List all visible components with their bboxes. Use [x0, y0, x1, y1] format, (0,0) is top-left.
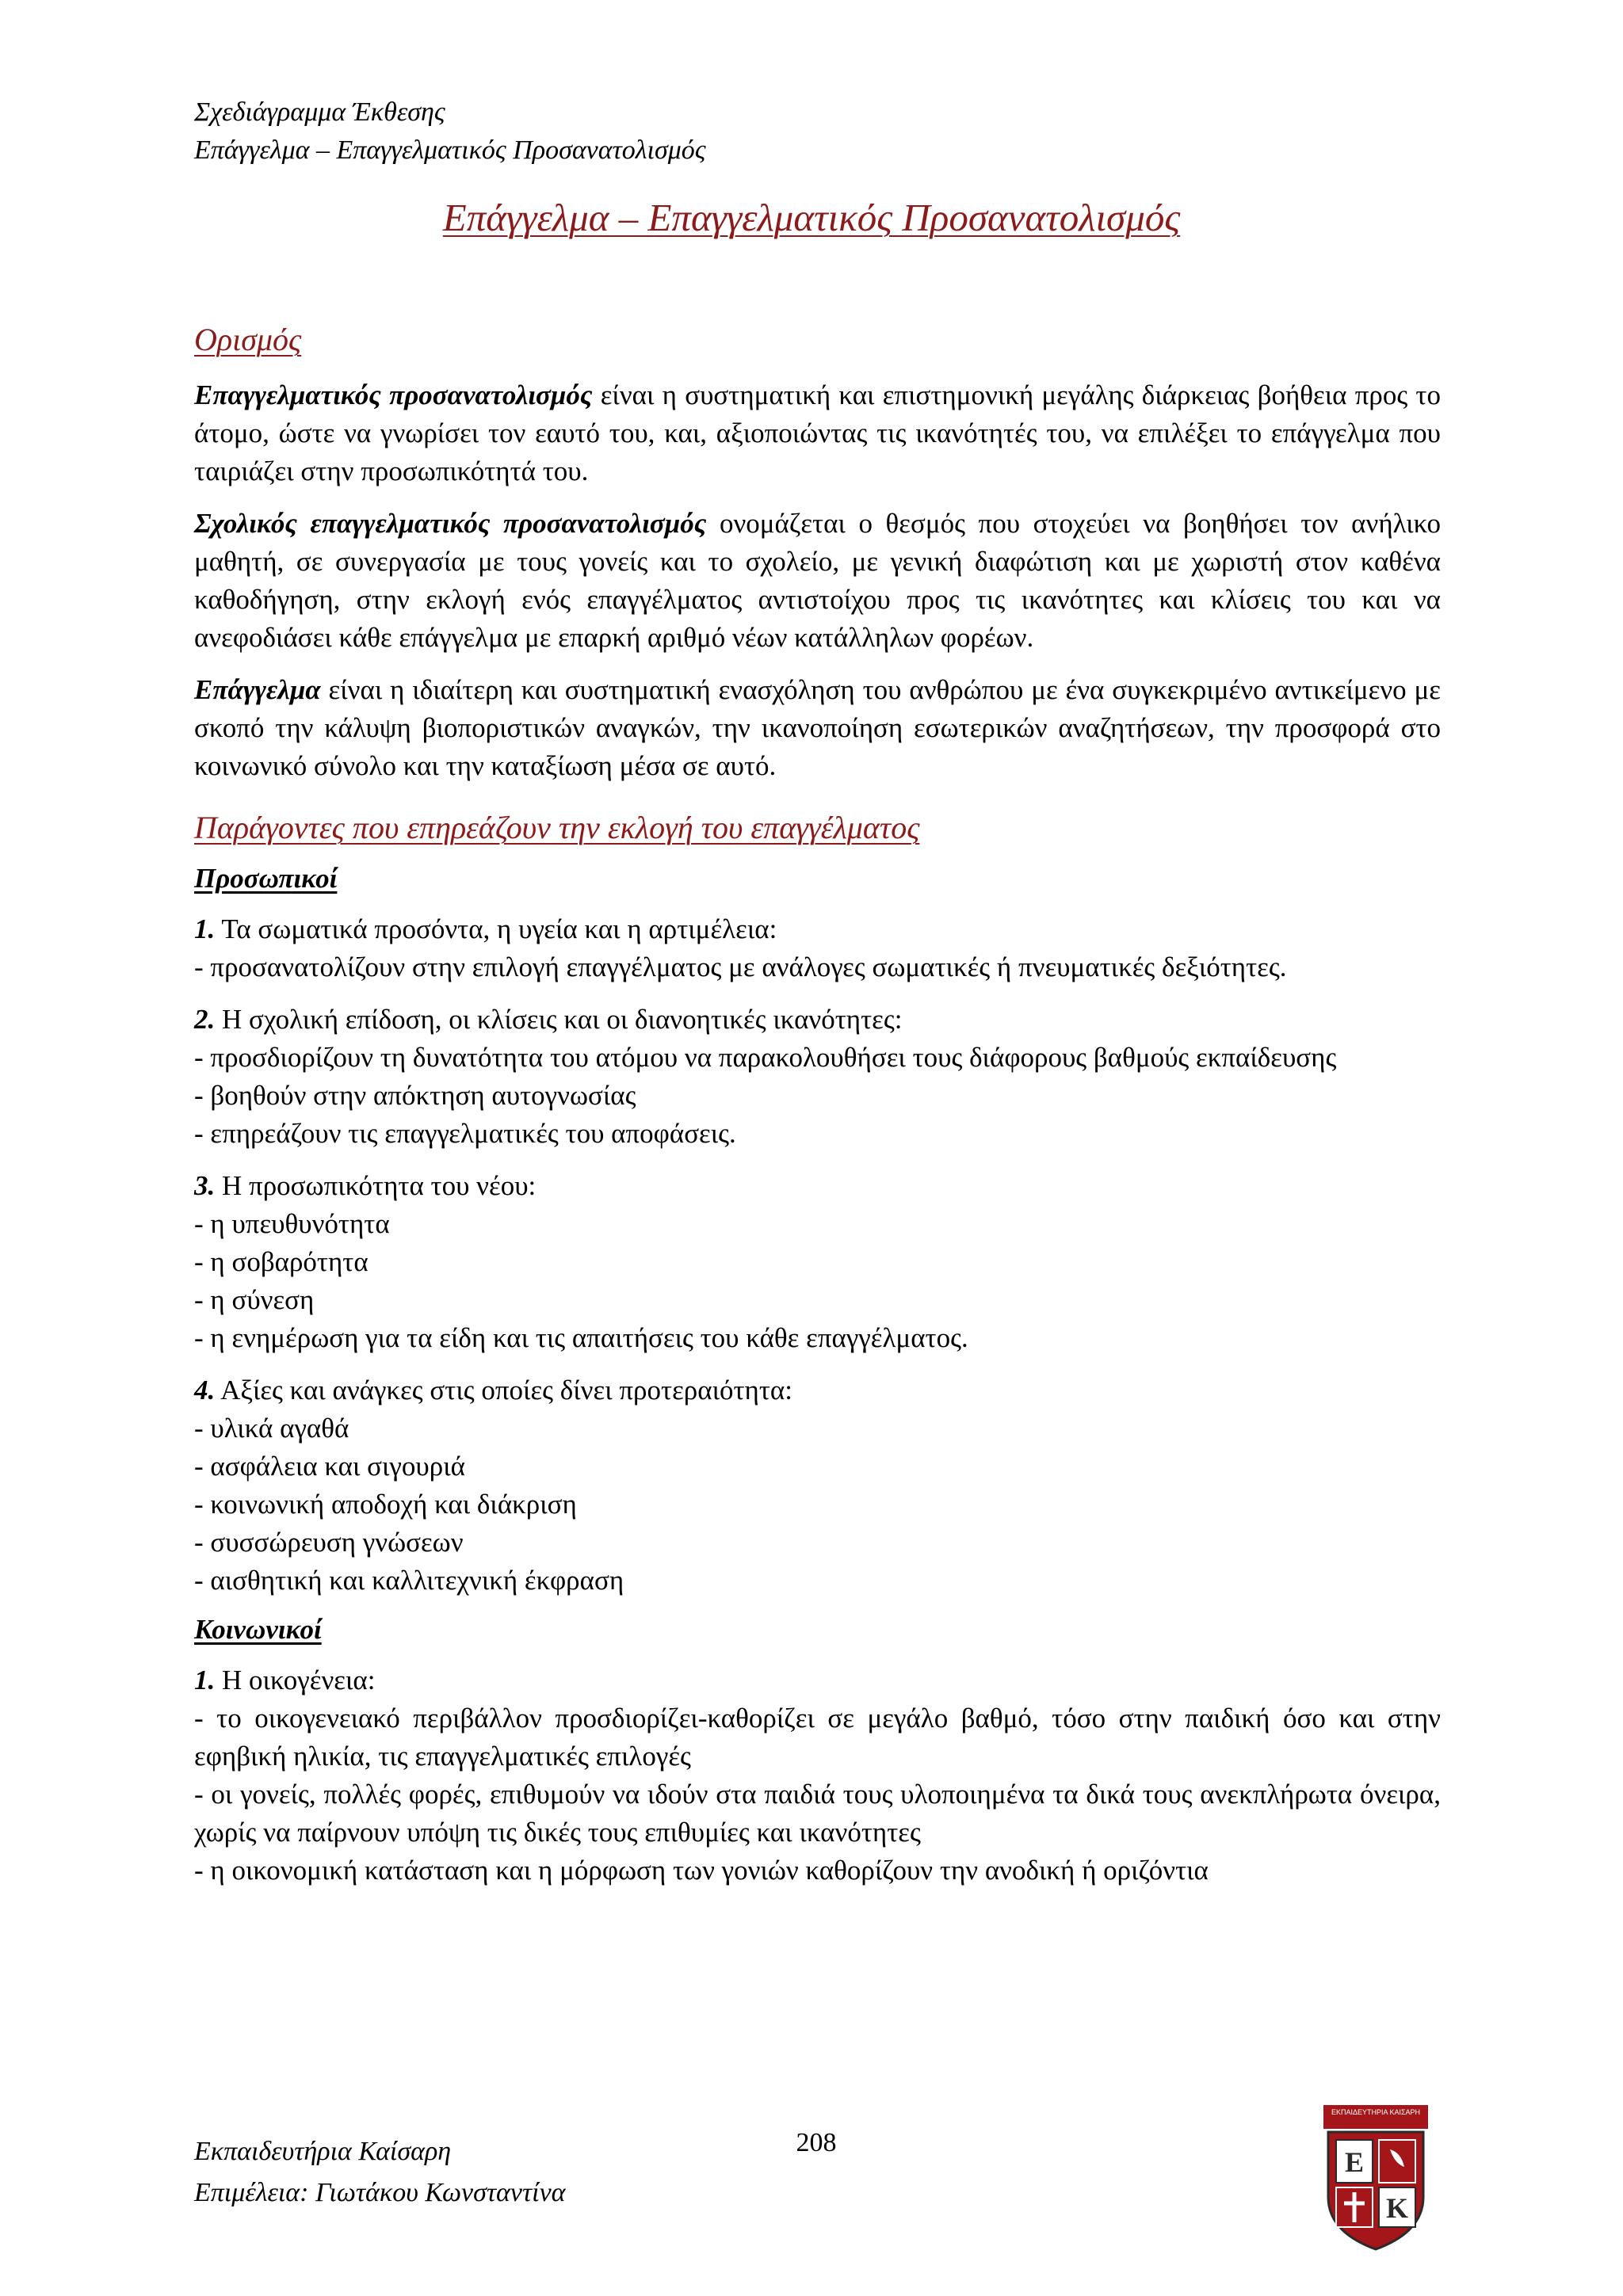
- header-line-2: Επάγγελμα – Επαγγελματικός Προσανατολισμός: [194, 135, 706, 165]
- factor-point: - οι γονείς, πολλές φορές, επιθυμούν να ιδούν στα παιδιά τους υλοποιημένα τα δικά τους ανεκπλήρωτα όνειρα, χωρίς να παίρνουν υπόψη τις δικές τους επιθυμίες και ικανότητες: [194, 1779, 1441, 1848]
- logo-letter-right: Κ: [1385, 2192, 1409, 2224]
- factor-title: [194, 1661, 1441, 1699]
- running-header: [194, 93, 706, 170]
- personal-factors-heading: Προσωπικοί: [194, 863, 338, 894]
- factor-point: - η σύνεση: [194, 1284, 315, 1315]
- term: Επάγγελμα: [194, 674, 321, 705]
- definition-text: είναι η ιδιαίτερη και συστηματική ενασχόληση του ανθρώπου με ένα συγκεκριμένο αντικείμενο με σκοπό την κάλυψη βιοποριστικών αναγκών, την ικανοποίηση εσωτερικών αναζητήσεων, την προσφορά στο κοινωνικό σύνολο και την καταξίωση μέσα σε αυτό.: [194, 674, 1441, 781]
- factors-heading: Παράγοντες που επηρεάζουν την εκλογή του επαγγέλματος: [194, 810, 920, 845]
- factor-point: - συσσώρευση γνώσεων: [194, 1527, 464, 1558]
- footer-line-1: Εκπαιδευτήρια Καίσαρη: [194, 2137, 452, 2166]
- factor-title-text: Η προσωπικότητα του νέου:: [215, 1170, 537, 1201]
- personal-factor-3: [194, 1167, 1441, 1357]
- social-factors-heading: Κοινωνικοί: [194, 1614, 322, 1645]
- factor-point: - ασφάλεια και σιγουριά: [194, 1451, 465, 1482]
- factor-point: - αισθητική και καλλιτεχνική έκφραση: [194, 1565, 624, 1596]
- factor-number: 1.: [194, 1665, 216, 1695]
- factor-point: - προσδιορίζουν τη δυνατότητα του ατόμου να παρακολουθήσει τους διάφορους βαθμούς εκπαίδευσης: [194, 1042, 1337, 1073]
- definition-paragraph-3: [194, 671, 1441, 785]
- kaisari-crest-icon: [1322, 2103, 1430, 2252]
- factor-title: [194, 910, 1441, 948]
- factor-number: 3.: [194, 1170, 216, 1201]
- factor-number: 1.: [194, 913, 216, 944]
- personal-factor-2: [194, 1001, 1441, 1153]
- header-line-1: Σχεδιάγραμμα Έκθεσης: [194, 97, 445, 127]
- factor-point: - η σοβαρότητα: [194, 1246, 369, 1277]
- term: Επαγγελματικός προσανατολισμός: [194, 379, 593, 410]
- factor-point: - η οικονομική κατάσταση και η μόρφωση των γονιών καθορίζουν την ανοδική ή οριζόντια: [194, 1855, 1209, 1886]
- factor-number: 4.: [194, 1375, 216, 1405]
- factor-title: [194, 1371, 1441, 1409]
- factor-title-text: Αξίες και ανάγκες στις οποίες δίνει προτεραιότητα:: [215, 1375, 792, 1405]
- factor-point: - η υπευθυνότητα: [194, 1208, 390, 1239]
- running-footer: [194, 2131, 566, 2214]
- personal-factor-1: [194, 910, 1441, 986]
- personal-factor-4: [194, 1371, 1441, 1600]
- factor-point: - επηρεάζουν τις επαγγελματικές του αποφάσεις.: [194, 1118, 736, 1149]
- definition-heading: Ορισμός: [194, 322, 302, 357]
- factor-title-text: Η οικογένεια:: [215, 1665, 376, 1695]
- definition-paragraph-2: [194, 505, 1441, 657]
- logo-banner-text: ΕΚΠΑΙΔΕΥΤΗΡΙΑ ΚΑΙΣΑΡΗ: [1331, 2108, 1421, 2116]
- page-number: 208: [796, 2128, 837, 2157]
- term: Σχολικός επαγγελματικός προσανατολισμός: [194, 508, 707, 539]
- document-body: [194, 321, 1441, 1890]
- definition-paragraph-1: [194, 376, 1441, 490]
- factor-point: - προσανατολίζουν στην επιλογή επαγγέλματος με ανάλογες σωματικές ή πνευματικές δεξιότητες.: [194, 952, 1287, 982]
- factor-title-text: Η σχολική επίδοση, οι κλίσεις και οι διανοητικές ικανότητες:: [215, 1004, 903, 1035]
- factor-title: [194, 1001, 1441, 1039]
- factor-point: - η ενημέρωση για τα είδη και τις απαιτήσεις του κάθε επαγγέλματος.: [194, 1322, 968, 1353]
- factor-point: - υλικά αγαθά: [194, 1413, 349, 1444]
- definition-text: ονομάζεται ο θεσμός που στοχεύει να βοηθήσει τον ανήλικο μαθητή, σε συνεργασία με τους γονείς και το σχολείο, με γενική διαφώτιση και με χωριστή στον καθένα καθοδήγηση, στην εκλογή ενός επαγγέλματος αντιστοίχου προς τις ικανότητες και κλίσεις του και να ανεφοδιάσει κάθε επάγγελμα με επαρκή αριθμό νέων κατάλληλων φορέων.: [194, 508, 1441, 653]
- social-factor-1: [194, 1661, 1441, 1890]
- page-title: Επάγγελμα – Επαγγελματικός Προσανατολισμός: [442, 196, 1181, 239]
- factor-title: [194, 1167, 1441, 1205]
- factor-point: - κοινωνική αποδοχή και διάκριση: [194, 1489, 577, 1520]
- factor-point: - βοηθούν στην απόκτηση αυτογνωσίας: [194, 1080, 636, 1111]
- footer-line-2: Επιμέλεια: Γιωτάκου Κωνσταντίνα: [194, 2178, 566, 2207]
- factor-title-text: Τα σωματικά προσόντα, η υγεία και η αρτιμέλεια:: [215, 913, 777, 944]
- definition-text: είναι η συστηματική και επιστημονική μεγάλης διάρκειας βοήθεια προς το άτομο, ώστε να γνωρίσει τον εαυτό του, και, αξιοποιώντας τις ικανότητές του, να επιλέξει το επάγγελμα που ταιριάζει στην προσωπικότητά του.: [194, 379, 1441, 486]
- factor-point: - το οικογενειακό περιβάλλον προσδιορίζει-καθορίζει σε μεγάλο βαθμό, τόσο στην παιδική όσο και στην εφηβική ηλικία, τις επαγγελματικές επιλογές: [194, 1703, 1441, 1772]
- factor-number: 2.: [194, 1004, 216, 1035]
- logo-letter-left: Ε: [1344, 2146, 1365, 2178]
